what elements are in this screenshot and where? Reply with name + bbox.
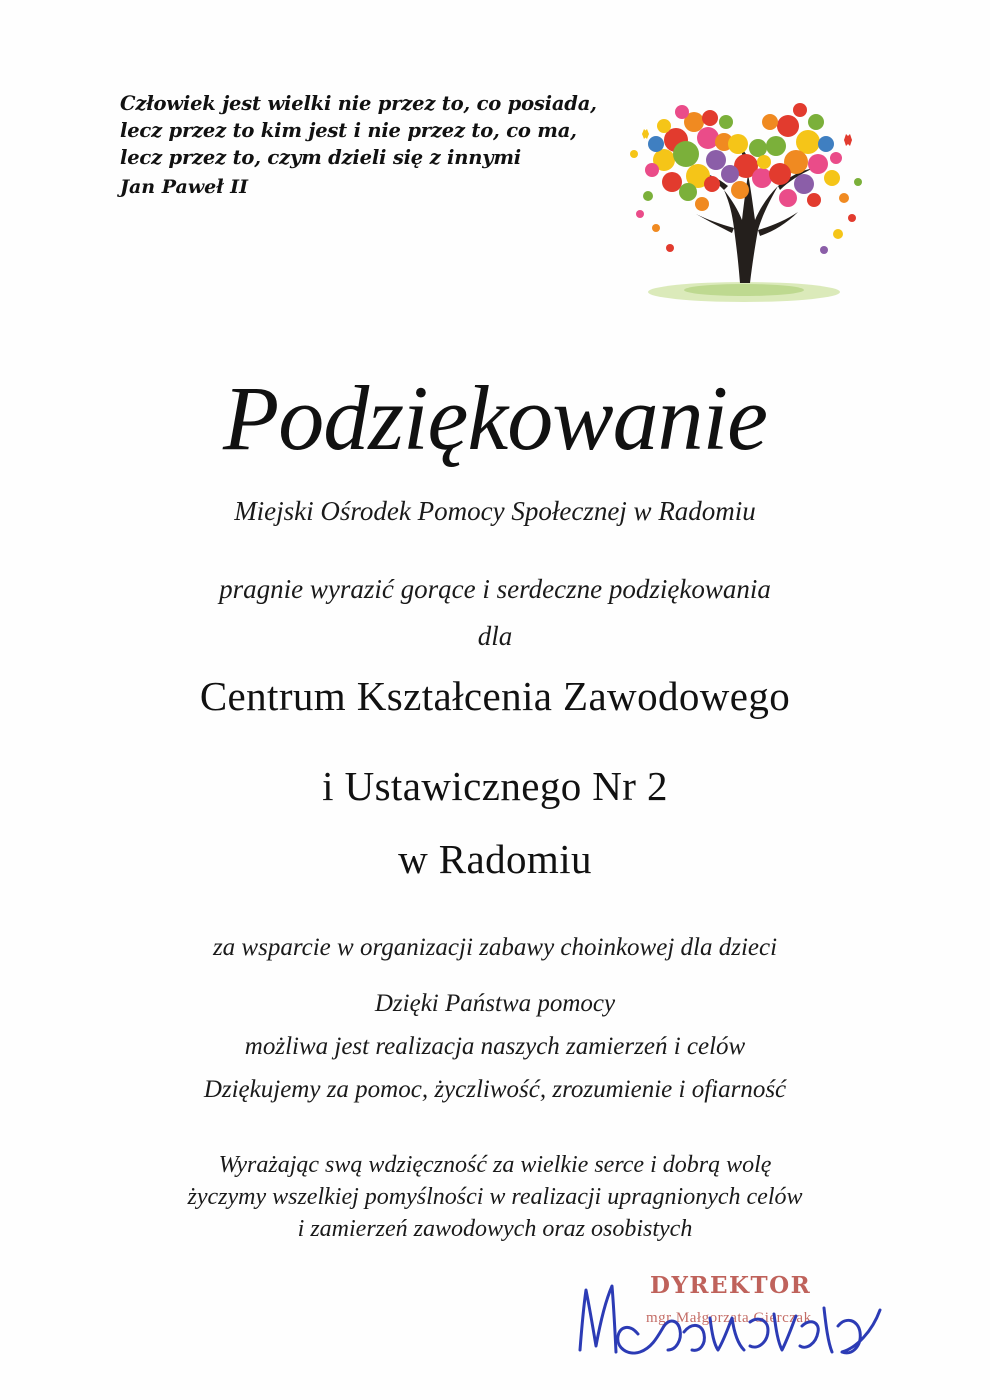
stamp-title: DYREKTOR xyxy=(650,1272,812,1299)
body-line-4: Dziękujemy za pomoc, życzliwość, zrozumienie i ofiarność xyxy=(203,1076,787,1103)
recipient-line-2: i Ustawicznego Nr 2 xyxy=(322,763,668,809)
intro-line-1: pragnie wyrazić gorące i serdeczne podziękowania xyxy=(219,574,771,604)
closing-line-1: Wyrażając swą wdzięczność za wielkie serce i dobrą wolę xyxy=(218,1152,772,1178)
handwritten-signature-icon xyxy=(560,1262,920,1372)
stamp-name: mgr Małgorzata Gierczak xyxy=(646,1310,812,1326)
intro-line-2: dla xyxy=(477,621,513,651)
quote-line-3: lecz przez to, czym dzieli się z innymi xyxy=(120,146,521,169)
closing-line-2: życzymy wszelkiej pomyślności w realizacji upragnionych celów xyxy=(187,1184,803,1210)
page-title: Podziękowanie xyxy=(223,367,767,469)
issuer-name: Miejski Ośrodek Pomocy Społecznej w Radomiu xyxy=(234,496,756,526)
quote-line-1: Człowiek jest wielki nie przez to, co posiada, xyxy=(120,92,597,115)
reason-line: za wsparcie w organizacji zabawy choinkowej dla dzieci xyxy=(212,934,778,961)
recipient-line-3: w Radomiu xyxy=(398,836,592,882)
quote-block xyxy=(120,90,640,201)
signature-area xyxy=(560,1262,920,1372)
quote-author: Jan Paweł II xyxy=(120,176,248,198)
recipient-line-1: Centrum Kształcenia Zawodowego xyxy=(199,673,791,719)
closing-line-3: i zamierzeń zawodowych oraz osobistych xyxy=(297,1216,693,1242)
quote-line-2: lecz przez to kim jest i nie przez to, co ma, xyxy=(120,119,577,142)
body-line-2: Dzięki Państwa pomocy xyxy=(374,990,616,1017)
heart-shaped-flower-tree-icon xyxy=(612,78,882,318)
body-line-3: możliwa jest realizacja naszych zamierzeń i celów xyxy=(244,1033,746,1060)
